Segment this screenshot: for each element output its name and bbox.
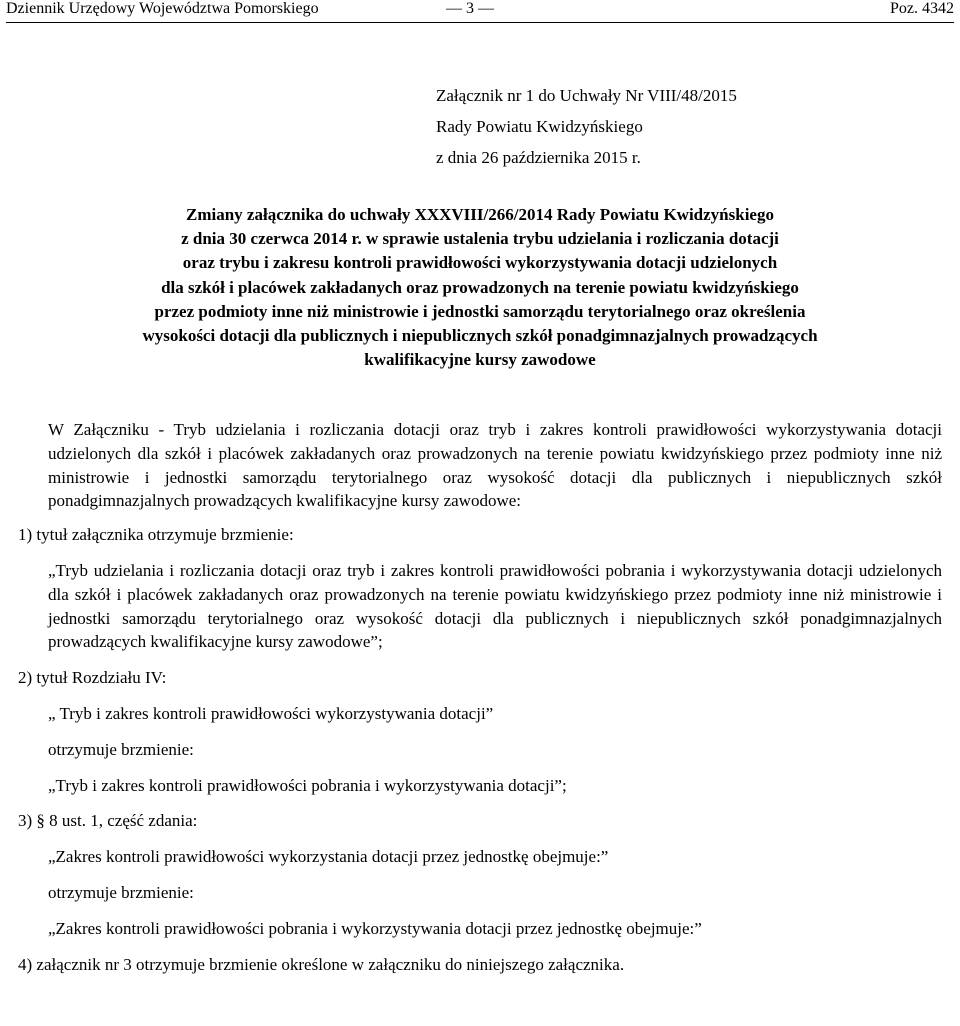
item-3-receives: otrzymuje brzmienie: xyxy=(48,882,194,902)
position-number: Poz. 4342 xyxy=(890,0,954,17)
annex-line-2: Rady Powiatu Kwidzyńskiego xyxy=(436,117,643,136)
page-header xyxy=(6,0,954,23)
intro-paragraph: W Załączniku - Tryb udzielania i rozliczania dotacji oraz tryb i zakres kontroli prawidłowości wykorzystywania dotacji udzielonych dla szkół i placówek zakładanych oraz prowadzonych na terenie powiatu kwidzyńskiego przez podmioty inne niż ministrowie i jednostki samorządu terytorialnego oraz wysokość dotacji dla publicznych i niepublicznych szkół ponadgimnazjalnych prowadzących kwalifikacyjne kursy zawodowe: xyxy=(48,420,942,511)
item-1: 1) tytuł załącznika otrzymuje brzmienie: xyxy=(18,525,294,545)
annex-line-3: z dnia 26 października 2015 r. xyxy=(436,148,641,167)
title-line-6: wysokości dotacji dla publicznych i niepublicznych szkół ponadgimnazjalnych prowadzących xyxy=(142,326,818,346)
item-3-old-text: „Zakres kontroli prawidłowości wykorzystania dotacji przez jednostkę obejmuje:” xyxy=(48,847,609,867)
item-1-quote: „Tryb udzielania i rozliczania dotacji oraz tryb i zakres kontroli prawidłowości pobrania i wykorzystywania dotacji udzielonych dla szkół i placówek zakładanych oraz prowadzonych na terenie powiatu kwidzyńskiego przez podmioty inne niż ministrowie i jednostki samorządu terytorialnego oraz wysokość dotacji dla publicznych i niepublicznych szkół ponadgimnazjalnych prowadzących kwalifikacyjne kursy zawodowe”; xyxy=(48,560,942,652)
page-number: — 3 — xyxy=(446,0,494,17)
title-line-3: oraz trybu i zakresu kontroli prawidłowości wykorzystywania dotacji udzielonych xyxy=(182,253,778,273)
item-3: 3) § 8 ust. 1, część zdania: xyxy=(18,811,198,831)
item-2-new-title: „Tryb i zakres kontroli prawidłowości pobrania i wykorzystywania dotacji”; xyxy=(48,775,567,795)
title-line-1: Zmiany załącznika do uchwały XXXVIII/266/2014 Rady Powiatu Kwidzyńskiego xyxy=(186,205,774,224)
title-line-7: kwalifikacyjne kursy zawodowe xyxy=(364,350,596,370)
annex-reference xyxy=(436,80,737,173)
title-line-2-subject: w sprawie ustalenia trybu udzielania i rozliczania dotacji xyxy=(361,229,779,249)
document-body xyxy=(18,418,942,976)
annex-line-1: Załącznik nr 1 do Uchwały Nr VIII/48/2015 xyxy=(436,86,737,105)
title-line-4: dla szkół i placówek zakładanych oraz prowadzonych na terenie powiatu kwidzyńskiego xyxy=(161,277,799,297)
item-2-receives: otrzymuje brzmienie: xyxy=(48,739,194,759)
title-line-2-date: z dnia 30 czerwca 2014 r. xyxy=(181,229,362,249)
item-2: 2) tytuł Rozdziału IV: xyxy=(18,668,167,688)
journal-name: Dziennik Urzędowy Województwa Pomorskiego xyxy=(6,0,319,17)
title-line-2 xyxy=(60,227,900,251)
document-title xyxy=(60,203,900,372)
item-3-new-text: „Zakres kontroli prawidłowości pobrania i wykorzystywania dotacji przez jednostkę obejmuje:” xyxy=(48,918,702,938)
title-line-5: przez podmioty inne niż ministrowie i jednostki samorządu terytorialnego oraz określenia xyxy=(154,301,806,321)
item-4: 4) załącznik nr 3 otrzymuje brzmienie określone w załączniku do niniejszego załącznika. xyxy=(18,954,625,974)
item-2-old-title: „ Tryb i zakres kontroli prawidłowości wykorzystywania dotacji” xyxy=(48,703,494,723)
